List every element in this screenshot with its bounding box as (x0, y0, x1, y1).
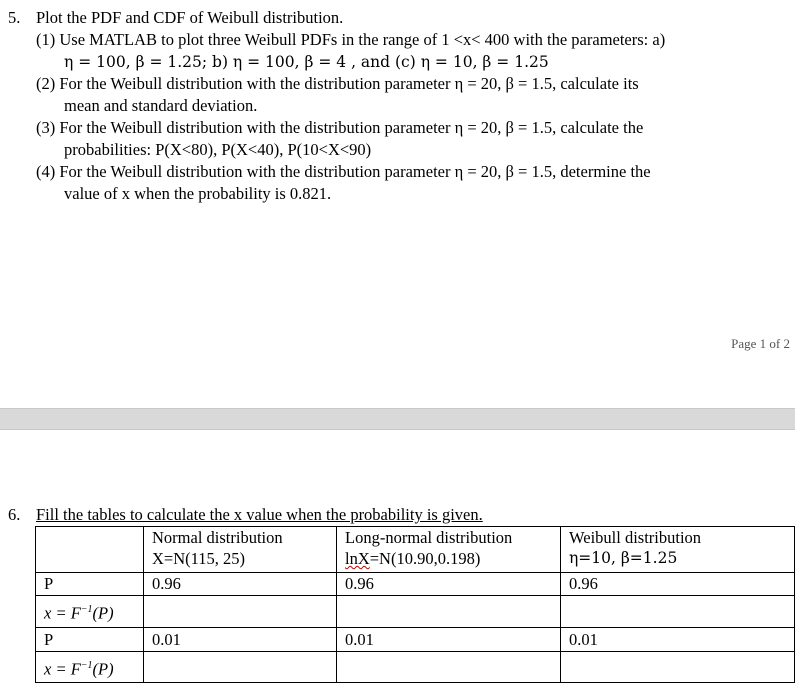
q5-item3-line2: probabilities: P(X<80), P(X<40), P(10<X<90) (64, 140, 372, 159)
page-break-gap (0, 408, 795, 430)
q5-item3-label: (3) (36, 118, 56, 137)
q5-item1-line1 (8, 29, 793, 51)
q5-item3-text: For the Weibull distribution with the distribution parameter η = 20, β = 1.5, calculate the (59, 118, 644, 137)
q5-item3-line1 (8, 117, 793, 139)
q5-title: Plot the PDF and CDF of Weibull distribution. (36, 8, 344, 27)
cell-lognormal-p1: 0.96 (337, 573, 561, 596)
table-header-row (36, 527, 795, 573)
fx-label: x = F (44, 659, 81, 678)
row-label-p: P (36, 573, 144, 596)
cell-lognormal-p2: 0.01 (337, 627, 561, 651)
cell-normal-p2: 0.01 (144, 627, 337, 651)
row-label-p: P (36, 627, 144, 651)
fx-argument: (P) (92, 603, 114, 623)
header-normal-params: X=N(115, 25) (152, 549, 246, 568)
q5-item1-line2: η = 100, β = 1.25; b) η = 100, β = 4 , and (c) η = 10, β = 1.25 (64, 53, 549, 71)
header-weibull-params: η=10, β=1.25 (569, 549, 678, 567)
q5-item1-text: Use MATLAB to plot three Weibull PDFs in the range of 1 <x< 400 with the parameters: a) (59, 30, 666, 49)
table-row (36, 596, 795, 628)
header-lognormal-params-rest: =N(10.90,0.198) (369, 549, 481, 568)
q5-item4-line1 (8, 161, 793, 183)
q5-item2-text: For the Weibull distribution with the distribution parameter η = 20, β = 1.5, calculate its (59, 74, 639, 93)
header-weibull (561, 527, 795, 573)
question-6 (8, 505, 483, 525)
header-lognormal-title: Long-normal distribution (345, 528, 513, 547)
cell-normal-p1: 0.96 (144, 573, 337, 596)
cell-normal-x1[interactable] (144, 596, 337, 628)
q5-item2-line1 (8, 73, 793, 95)
q6-number: 6. (8, 505, 21, 524)
row-label-inverse-cdf (36, 651, 144, 683)
header-normal-title: Normal distribution (152, 528, 283, 547)
fx-argument: (P) (92, 659, 114, 678)
cell-normal-x2[interactable] (144, 651, 337, 683)
cell-weibull-x1[interactable] (561, 596, 795, 628)
q5-item2-line2: mean and standard deviation. (64, 96, 258, 115)
header-lognormal (337, 527, 561, 573)
fx-superscript: −1 (80, 604, 93, 615)
row-label-inverse-cdf (36, 596, 144, 628)
q5-title-line (8, 7, 793, 29)
table-row (36, 573, 795, 596)
q5-item1-label: (1) (36, 30, 56, 49)
q5-item2-label: (2) (36, 74, 56, 93)
q6-title: Fill the tables to calculate the x value when the probability is given. (36, 505, 483, 524)
header-lognormal-params (345, 548, 552, 569)
header-weibull-title: Weibull distribution (569, 528, 702, 547)
fx-superscript: −1 (80, 659, 93, 671)
cell-weibull-p1: 0.96 (561, 573, 795, 596)
probability-table (35, 526, 795, 683)
q5-number: 5. (8, 8, 21, 27)
question-5 (8, 7, 793, 205)
spellcheck-underline-lnx: lnX (345, 549, 370, 568)
header-normal (144, 527, 337, 573)
fx-label: x = F (44, 603, 81, 623)
cell-lognormal-x2[interactable] (337, 651, 561, 683)
q5-item4-line2: value of x when the probability is 0.821. (64, 184, 332, 203)
cell-lognormal-x1[interactable] (337, 596, 561, 628)
header-empty-cell (36, 527, 144, 573)
page-number-footer: Page 1 of 2 (731, 336, 790, 351)
cell-weibull-p2: 0.01 (561, 627, 795, 651)
table-row (36, 627, 795, 651)
table-row (36, 651, 795, 683)
q5-item4-label: (4) (36, 162, 56, 181)
cell-weibull-x2[interactable] (561, 651, 795, 683)
q5-item4-text: For the Weibull distribution with the distribution parameter η = 20, β = 1.5, determine the (59, 162, 651, 181)
